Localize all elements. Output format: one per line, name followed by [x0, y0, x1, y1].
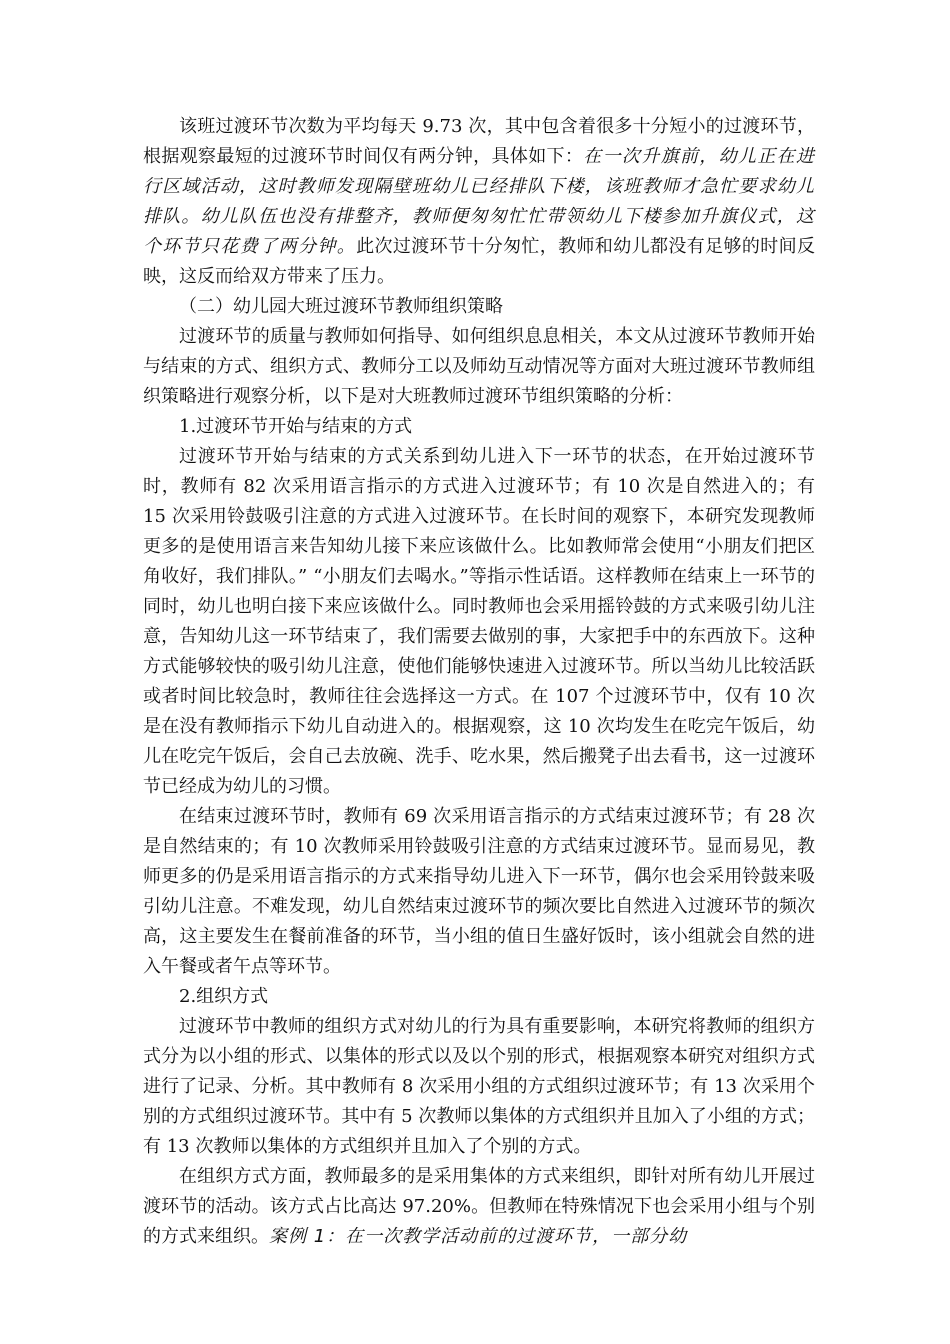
subsection-heading-start-end: 1.过渡环节开始与结束的方式	[179, 416, 413, 437]
document-body	[143, 112, 815, 1252]
subsection-heading-organization-mode: 2.组织方式	[179, 986, 269, 1007]
paragraph-strategy-intro: 过渡环节的质量与教师如何指导、如何组织息息相关，本文从过渡环节教师开始与结束的方式、组织方式、教师分工以及师幼互动情况等方面对大班过渡环节教师组织策略进行观察分析，以下是对大班教师过渡环节组织策略的分析：	[143, 326, 815, 407]
section-heading-organization-strategy: （二）幼儿园大班过渡环节教师组织策略	[179, 296, 503, 317]
paragraph-text: 该班过渡环节次数为平均每天 9.73 次，其中包含着很多十分短小的过渡环节，根据观察最短的过渡环节时间仅有两分钟，具体如下：	[143, 116, 815, 167]
paragraph-start-methods: 过渡环节开始与结束的方式关系到幼儿进入下一环节的状态，在开始过渡环节时，教师有 82 次采用语言指示的方式进入过渡环节；有 10 次是自然进入的；有 15 次采用铃鼓吸引注意的方式进入过渡环节。在长时间的观察下，本研究发现教师更多的是使用语言来告知幼儿接下来应该做什么。比如教师常会使用“小朋友们把区角收好，我们排队。” “小朋友们去喝水。”等指示性话语。这样教师在结束上一环节的同时，幼儿也明白接下来应该做什么。同时教师也会采用摇铃鼓的方式来吸引幼儿注意，告知幼儿这一环节结束了，我们需要去做别的事，大家把手中的东西放下。这种方式能够较快的吸引幼儿注意，使他们能够快速进入过渡环节。所以当幼儿比较活跃或者时间比较急时，教师往往会选择这一方式。在 107 个过渡环节中，仅有 10 次是在没有教师指示下幼儿自动进入的。根据观察，这 10 次均发生在吃完午饭后，幼儿在吃完午饭后，会自己去放碗、洗手、吃水果，然后搬凳子出去看书，这一过渡环节已经成为幼儿的习惯。	[143, 446, 815, 797]
paragraph-text: 此次过渡环节十分匆忙，教师和幼儿都没有足够的时间反映，这反而给双方带来了压力。	[143, 236, 816, 287]
paragraph-organization-modes: 过渡环节中教师的组织方式对幼儿的行为具有重要影响，本研究将教师的组织方式分为以小组的形式、以集体的形式以及以个别的形式，根据观察本研究对组织方式进行了记录、分析。其中教师有 8 次采用小组的方式组织过渡环节；有 13 次采用个别的方式组织过渡环节。其中有 5 次教师以集体的方式组织并且加入了小组的方式；有 13 次教师以集体的方式组织并且加入了个别的方式。	[143, 1016, 815, 1157]
paragraph-collective-mode	[143, 1162, 815, 1252]
paragraph-transition-frequency	[143, 112, 815, 292]
paragraph-text: 在组织方式方面，教师最多的是采用集体的方式来组织，即针对所有幼儿开展过渡环节的活动。该方式占比高达 97.20%。但教师在特殊情况下也会采用小组与个别的方式来组织。	[143, 1166, 815, 1247]
case-description: 在一次升旗前，幼儿正在进行区域活动，这时教师发现隔壁班幼儿已经排队下楼，该班教师才急忙要求幼儿排队。幼儿队伍也没有排整齐，教师便匆匆忙忙带领幼儿下楼参加升旗仪式，这个环节只花费了两分钟。	[143, 146, 816, 257]
paragraph-end-methods: 在结束过渡环节时，教师有 69 次采用语言指示的方式结束过渡环节；有 28 次是自然结束的；有 10 次教师采用铃鼓吸引注意的方式结束过渡环节。显而易见，教师更多的仍是采用语言指示的方式来指导幼儿进入下一环节，偶尔也会采用铃鼓来吸引幼儿注意。不难发现，幼儿自然结束过渡环节的频次要比自然进入过渡环节的频次高，这主要发生在餐前准备的环节，当小组的值日生盛好饭时，该小组就会自然的进入午餐或者午点等环节。	[143, 806, 815, 977]
case-1-text: 案例 1：在一次教学活动前的过渡环节，一部分幼	[269, 1226, 688, 1247]
